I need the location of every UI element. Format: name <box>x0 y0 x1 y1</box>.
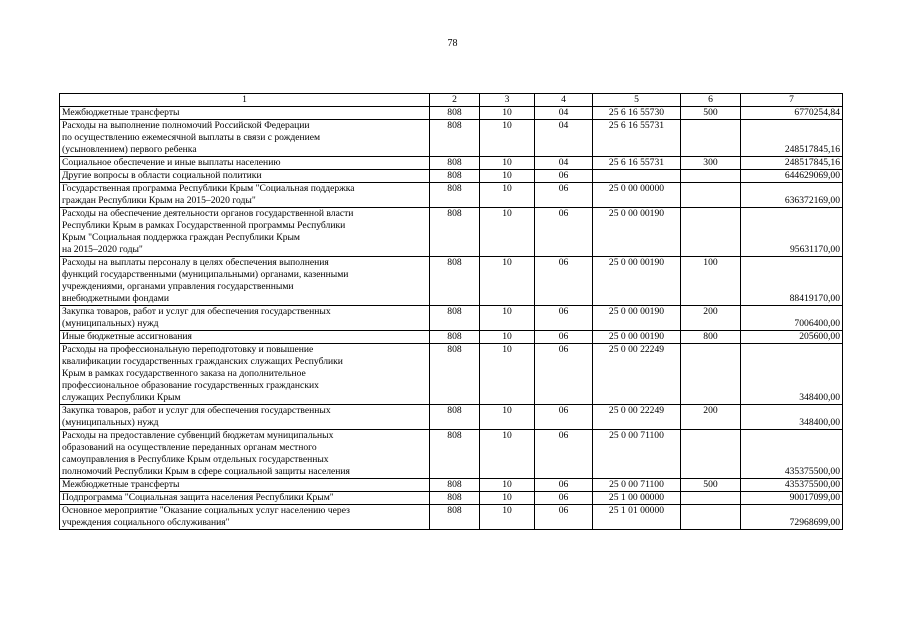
row-subsection-cell: 06 <box>535 492 593 505</box>
header-cell: 5 <box>593 94 681 107</box>
table-row <box>60 344 843 405</box>
row-code-cell: 808 <box>430 107 480 120</box>
row-name-cell: Другие вопросы в области социальной политики <box>60 170 430 183</box>
row-section-cell: 10 <box>480 107 535 120</box>
row-subsection-cell: 04 <box>535 107 593 120</box>
row-subsection-cell: 06 <box>535 306 593 331</box>
header-cell: 4 <box>535 94 593 107</box>
table-row <box>60 107 843 120</box>
row-name-cell: Закупка товаров, работ и услуг для обеспечения государственных (муниципальных) нужд <box>60 306 430 331</box>
row-subsection-cell: 06 <box>535 505 593 530</box>
row-code-cell: 808 <box>430 430 480 479</box>
header-cell: 1 <box>60 94 430 107</box>
row-amount-cell: 95631170,00 <box>741 208 843 257</box>
row-subsection-cell: 06 <box>535 479 593 492</box>
row-subsection-cell: 06 <box>535 170 593 183</box>
header-cell: 7 <box>741 94 843 107</box>
row-target-article-cell: 25 0 00 22249 <box>593 344 681 405</box>
row-amount-cell: 72968699,00 <box>741 505 843 530</box>
table-row <box>60 331 843 344</box>
table-row <box>60 306 843 331</box>
row-amount-cell: 248517845,16 <box>741 157 843 170</box>
row-name-cell: Закупка товаров, работ и услуг для обеспечения государственных (муниципальных) нужд <box>60 405 430 430</box>
row-amount-cell: 7006400,00 <box>741 306 843 331</box>
row-section-cell: 10 <box>480 257 535 306</box>
row-name-cell: Расходы на обеспечение деятельности органов государственной власти Республики Крым в рамках Государственной программы Республики Крым "Социальная поддержка граждан Республики Крым на 2015–2020 годы" <box>60 208 430 257</box>
table-row <box>60 157 843 170</box>
row-code-cell: 808 <box>430 479 480 492</box>
row-expense-type-cell <box>681 170 741 183</box>
row-code-cell: 808 <box>430 505 480 530</box>
row-target-article-cell: 25 6 16 55731 <box>593 157 681 170</box>
row-code-cell: 808 <box>430 306 480 331</box>
row-subsection-cell: 06 <box>535 331 593 344</box>
row-code-cell: 808 <box>430 257 480 306</box>
row-name-cell: Расходы на профессиональную переподготовку и повышение квалификации государственных гражданских служащих Республики Крым в рамках государственного заказа на дополнительное профессиональное образование государственных гражданских служащих Республики Крым <box>60 344 430 405</box>
row-target-article-cell <box>593 170 681 183</box>
header-cell: 3 <box>480 94 535 107</box>
header-cell: 6 <box>681 94 741 107</box>
row-section-cell: 10 <box>480 157 535 170</box>
row-amount-cell: 348400,00 <box>741 344 843 405</box>
row-code-cell: 808 <box>430 183 480 208</box>
table-row <box>60 183 843 208</box>
row-name-cell: Межбюджетные трансферты <box>60 479 430 492</box>
header-cell: 2 <box>430 94 480 107</box>
row-name-cell: Подпрограмма "Социальная защита населения Республики Крым" <box>60 492 430 505</box>
row-section-cell: 10 <box>480 208 535 257</box>
row-code-cell: 808 <box>430 157 480 170</box>
table-row <box>60 479 843 492</box>
table-row <box>60 170 843 183</box>
row-expense-type-cell <box>681 505 741 530</box>
row-subsection-cell: 04 <box>535 120 593 157</box>
row-amount-cell: 248517845,16 <box>741 120 843 157</box>
table-row <box>60 505 843 530</box>
row-code-cell: 808 <box>430 208 480 257</box>
row-subsection-cell: 06 <box>535 208 593 257</box>
row-name-cell: Расходы на выплаты персоналу в целях обеспечения выполнения функций государственными (муниципальными) органами, казенными учреждениями, органами управления государственными внебюджетными фондами <box>60 257 430 306</box>
row-section-cell: 10 <box>480 183 535 208</box>
row-name-cell: Основное мероприятие "Оказание социальных услуг населению через учреждения социального обслуживания" <box>60 505 430 530</box>
row-amount-cell: 205600,00 <box>741 331 843 344</box>
row-expense-type-cell: 200 <box>681 405 741 430</box>
row-amount-cell: 435375500,00 <box>741 479 843 492</box>
row-section-cell: 10 <box>480 331 535 344</box>
row-subsection-cell: 04 <box>535 157 593 170</box>
row-amount-cell: 6770254,84 <box>741 107 843 120</box>
row-amount-cell: 644629069,00 <box>741 170 843 183</box>
row-code-cell: 808 <box>430 120 480 157</box>
row-expense-type-cell: 300 <box>681 157 741 170</box>
table-header-row <box>60 94 843 107</box>
row-target-article-cell: 25 6 16 55730 <box>593 107 681 120</box>
row-target-article-cell: 25 6 16 55731 <box>593 120 681 157</box>
row-name-cell: Расходы на предоставление субвенций бюджетам муниципальных образований на осуществление переданных органам местного самоуправления в Республике Крым отдельных государственных полномочий Республики Крым в сфере социальной защиты населения <box>60 430 430 479</box>
row-section-cell: 10 <box>480 430 535 479</box>
row-expense-type-cell: 500 <box>681 479 741 492</box>
row-name-cell: Межбюджетные трансферты <box>60 107 430 120</box>
row-target-article-cell: 25 1 01 00000 <box>593 505 681 530</box>
row-target-article-cell: 25 1 00 00000 <box>593 492 681 505</box>
row-section-cell: 10 <box>480 120 535 157</box>
row-expense-type-cell: 200 <box>681 306 741 331</box>
row-code-cell: 808 <box>430 331 480 344</box>
row-code-cell: 808 <box>430 170 480 183</box>
row-code-cell: 808 <box>430 405 480 430</box>
table-row <box>60 492 843 505</box>
row-amount-cell: 348400,00 <box>741 405 843 430</box>
table-row <box>60 430 843 479</box>
table-row <box>60 120 843 157</box>
row-expense-type-cell <box>681 183 741 208</box>
row-amount-cell: 90017099,00 <box>741 492 843 505</box>
row-target-article-cell: 25 0 00 71100 <box>593 430 681 479</box>
row-expense-type-cell: 500 <box>681 107 741 120</box>
row-target-article-cell: 25 0 00 00190 <box>593 257 681 306</box>
table-row <box>60 257 843 306</box>
row-section-cell: 10 <box>480 479 535 492</box>
row-name-cell: Государственная программа Республики Крым "Социальная поддержка граждан Республики Крым на 2015–2020 годы" <box>60 183 430 208</box>
row-section-cell: 10 <box>480 405 535 430</box>
row-subsection-cell: 06 <box>535 257 593 306</box>
row-expense-type-cell <box>681 120 741 157</box>
row-expense-type-cell: 100 <box>681 257 741 306</box>
row-expense-type-cell <box>681 430 741 479</box>
row-code-cell: 808 <box>430 492 480 505</box>
row-code-cell: 808 <box>430 344 480 405</box>
row-subsection-cell: 06 <box>535 344 593 405</box>
row-name-cell: Иные бюджетные ассигнования <box>60 331 430 344</box>
budget-table <box>59 93 843 530</box>
row-subsection-cell: 06 <box>535 405 593 430</box>
row-section-cell: 10 <box>480 306 535 331</box>
row-section-cell: 10 <box>480 170 535 183</box>
row-target-article-cell: 25 0 00 00190 <box>593 331 681 344</box>
row-target-article-cell: 25 0 00 22249 <box>593 405 681 430</box>
row-expense-type-cell: 800 <box>681 331 741 344</box>
row-name-cell: Социальное обеспечение и иные выплаты населению <box>60 157 430 170</box>
row-subsection-cell: 06 <box>535 183 593 208</box>
row-amount-cell: 636372169,00 <box>741 183 843 208</box>
row-target-article-cell: 25 0 00 00000 <box>593 183 681 208</box>
table-row <box>60 405 843 430</box>
row-amount-cell: 88419170,00 <box>741 257 843 306</box>
table-row <box>60 208 843 257</box>
row-amount-cell: 435375500,00 <box>741 430 843 479</box>
row-name-cell: Расходы на выполнение полномочий Российской Федерации по осуществлению ежемесячной выплаты в связи с рождением (усыновлением) первого ребенка <box>60 120 430 157</box>
row-expense-type-cell <box>681 208 741 257</box>
row-subsection-cell: 06 <box>535 430 593 479</box>
row-target-article-cell: 25 0 00 00190 <box>593 306 681 331</box>
row-expense-type-cell <box>681 344 741 405</box>
row-target-article-cell: 25 0 00 00190 <box>593 208 681 257</box>
row-section-cell: 10 <box>480 492 535 505</box>
row-section-cell: 10 <box>480 505 535 530</box>
row-section-cell: 10 <box>480 344 535 405</box>
row-expense-type-cell <box>681 492 741 505</box>
row-target-article-cell: 25 0 00 71100 <box>593 479 681 492</box>
page-number: 78 <box>447 38 458 49</box>
